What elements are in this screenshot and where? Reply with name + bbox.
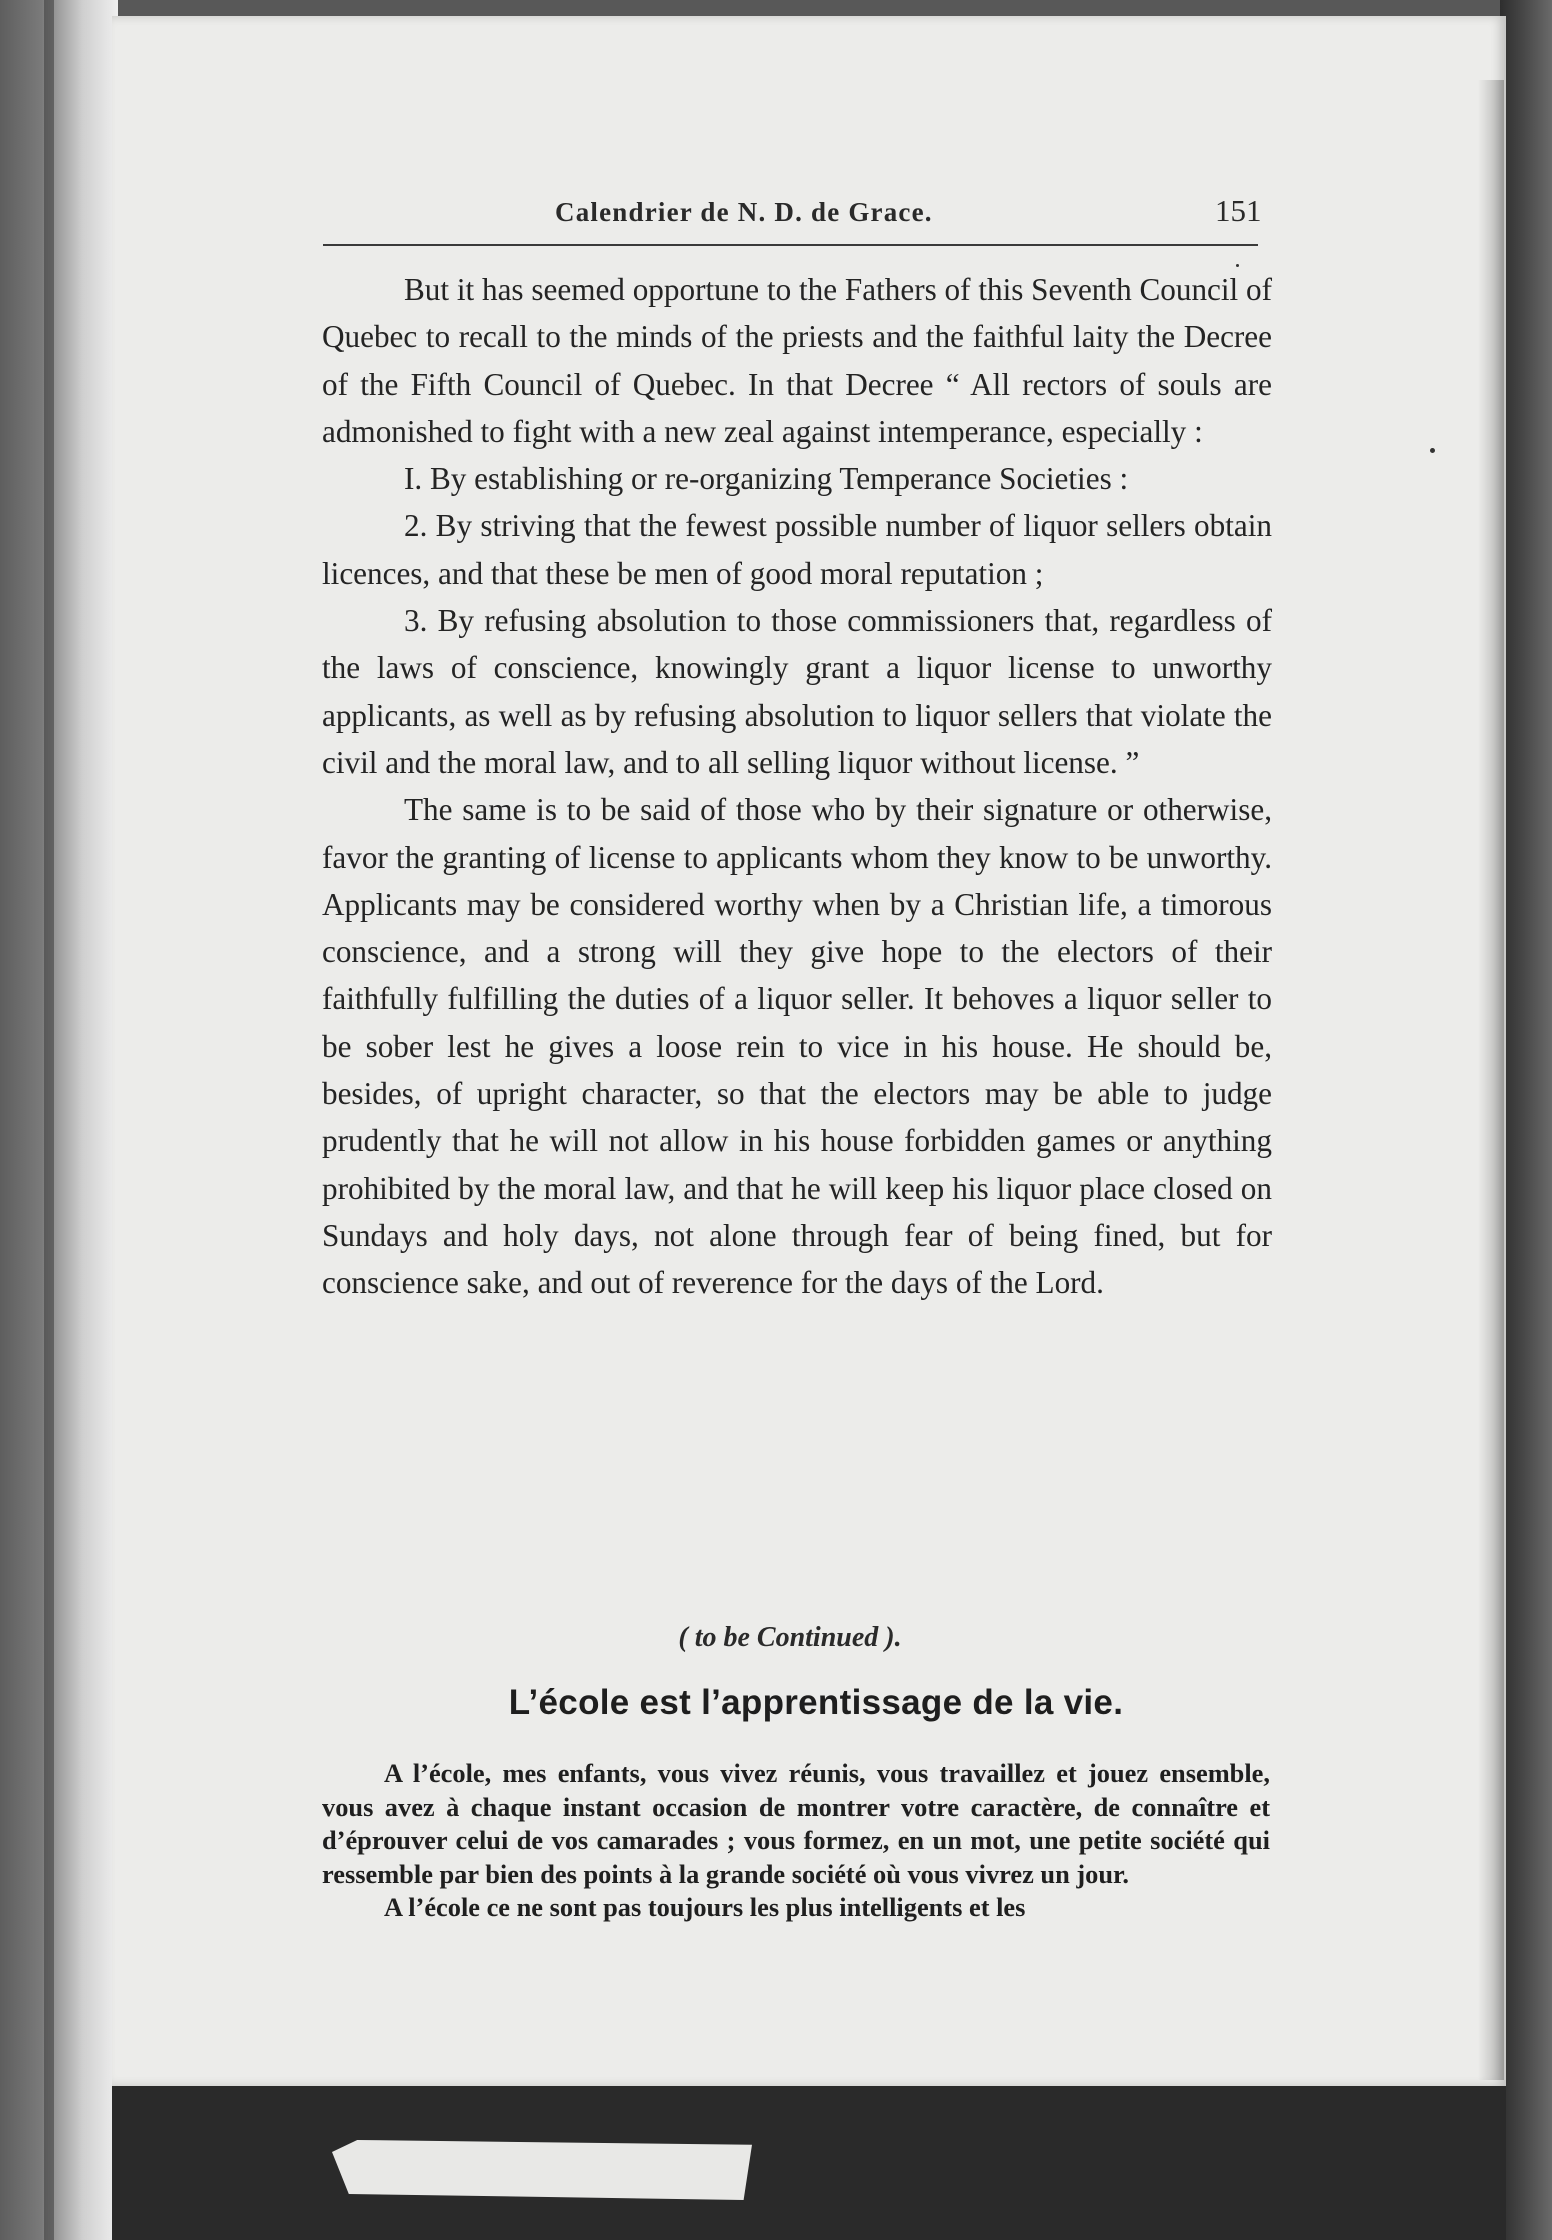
header-rule [323,244,1258,246]
section-title [0,1683,1552,1723]
running-head: Calendrier de N. D. de Grace. [555,197,933,227]
paragraph: A l’école, mes enfants, vous vivez réunis, vous travaillez et jouez ensemble, vous avez à chaque instant occasion de montrer votre caractère, de connaître et d’éprouver celui de vos camarades ; vous formez, en un mot, une petite société qui ressemble par bien des points à la grande société où vous vivrez un jour. [322,1758,1270,1889]
english-body [322,266,1272,1307]
torn-paper-fragment [332,2140,752,2200]
scan-binding-edge [44,0,54,2240]
continued-text: ( to be Continued ). [678,1622,902,1653]
paragraph: The same is to be said of those who by their signature or otherwise, favor the granting of license to applicants whom they know to be unworthy. Applicants may be considered worthy when by a Christian life, a timorous conscience, and a strong will they give hope to the electors of their faithfully fulfilling the duties of a liquor seller. It behoves a liquor seller to be sober lest he gives a loose rein to vice in his house. He should be, besides, of upright character, so that the electors may be able to judge prudently that he will not allow in his house forbidden games or anything prohibited by the moral law, and that he will keep his liquor place closed on Sundays and holy days, not alone through fear of being fined, but for conscience sake, and out of reverence for the days of the Lord. [322,792,1272,1301]
scan-bottom-edge [112,2086,1506,2240]
page-gutter-shadow [1478,80,1504,2080]
paragraph: 2. By striving that the fewest possible number of liquor sellers obtain licences, and that these be men of good moral reputation ; [322,508,1272,591]
paper-speck [1430,448,1435,453]
scan-left-edge [0,0,118,2240]
paragraph: 3. By refusing absolution to those commissioners that, regardless of the laws of conscience, knowingly grant a liquor license to unworthy applicants, as well as by refusing absolution to liquor sellers that violate the civil and the moral law, and to all selling liquor without license. ” [322,603,1272,780]
scan-right-edge [1500,0,1552,2240]
paragraph: I. By establishing or re-organizing Temperance Societies : [404,461,1129,497]
paragraph: A l’école ce ne sont pas toujours les plus intelligents et les [384,1892,1026,1923]
french-body [322,1757,1270,1925]
section-title-text: L’école est l’apprentissage de la vie. [508,1683,1124,1722]
page-number: 151 [1215,193,1262,228]
paragraph: But it has seemed opportune to the Fathers of this Seventh Council of Quebec to recall to the minds of the priests and the faithful laity the Decree of the Fifth Council of Quebec. In that Decree “ All rectors of souls are admonished to fight with a new zeal against intemperance, especially : [322,272,1272,449]
continued-note [0,1622,1552,1654]
